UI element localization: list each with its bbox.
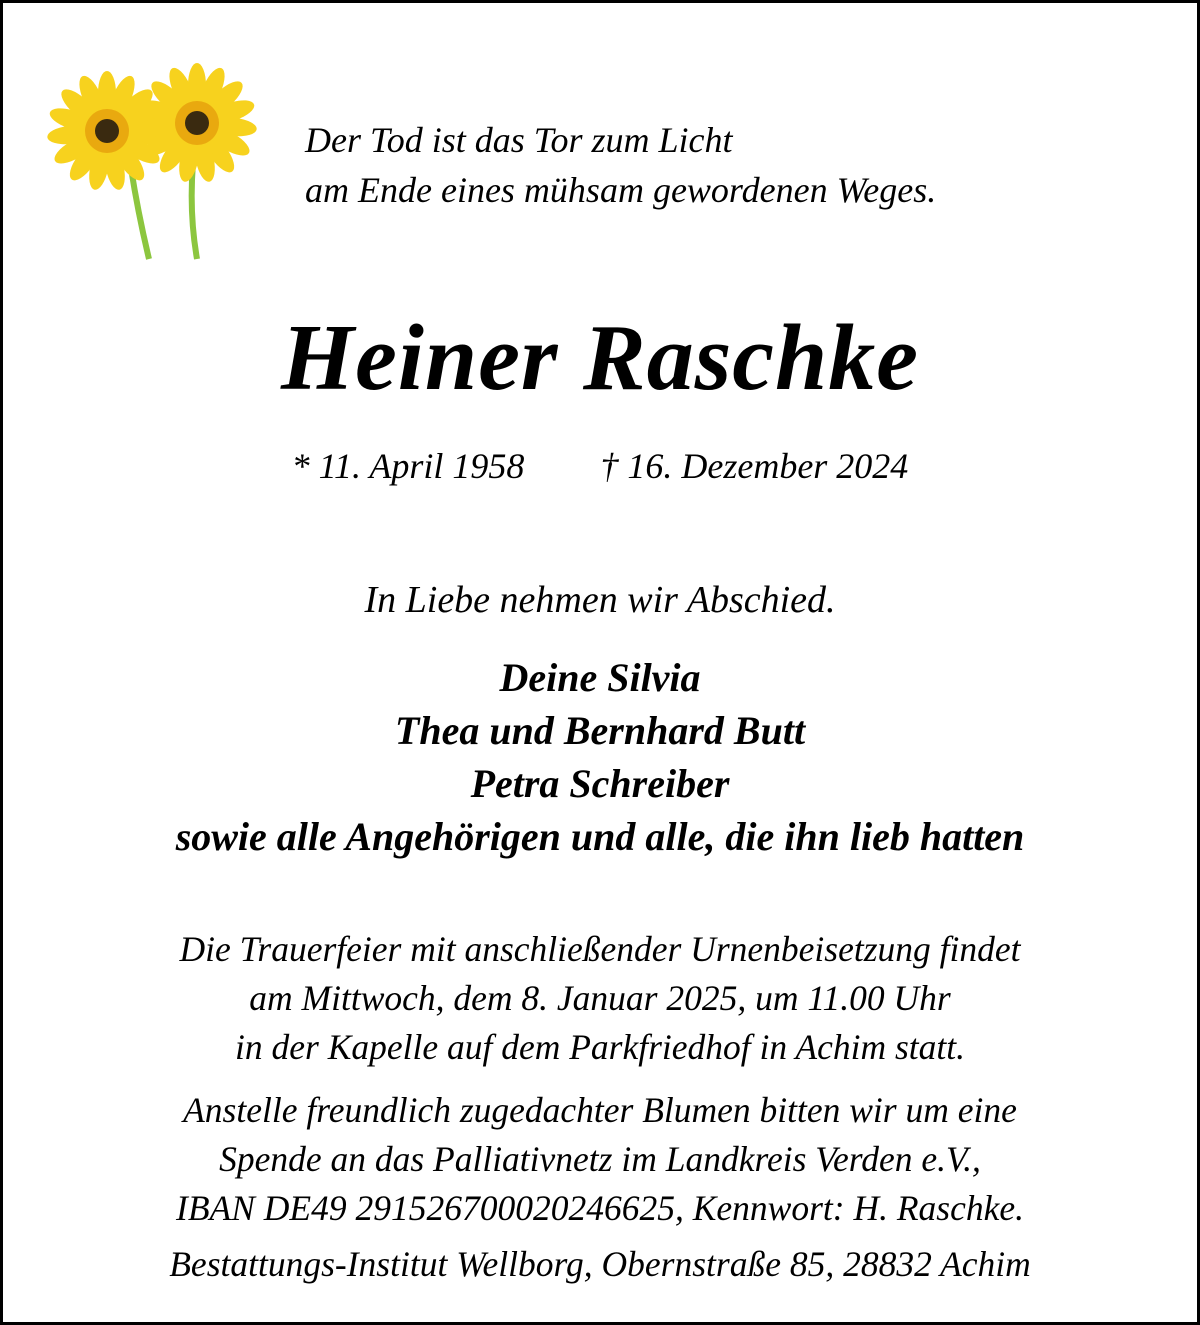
service-line: Die Trauerfeier mit anschließender Urnenbeisetzung findet bbox=[179, 929, 1021, 969]
mourners-list bbox=[3, 651, 1197, 863]
motto-quote bbox=[305, 115, 936, 215]
motto-line-1: Der Tod ist das Tor zum Licht bbox=[305, 120, 733, 160]
mourner-line: Petra Schreiber bbox=[470, 761, 730, 806]
undertaker-address: Bestattungs-Institut Wellborg, Obernstraße 85, 28832 Achim bbox=[169, 1244, 1031, 1284]
donation-line: IBAN DE49 291526700020246625, Kennwort: H. Raschke. bbox=[176, 1188, 1024, 1228]
motto-line-2: am Ende eines mühsam gewordenen Weges. bbox=[305, 170, 937, 210]
right-flower bbox=[136, 63, 257, 184]
mourner-line: Deine Silvia bbox=[499, 655, 701, 700]
mourner-line: Thea und Bernhard Butt bbox=[394, 708, 806, 753]
donation-request bbox=[3, 1086, 1197, 1233]
birth-date: * 11. April 1958 bbox=[291, 446, 525, 486]
mourner-line: sowie alle Angehörigen und alle, die ihn lieb hatten bbox=[175, 814, 1025, 859]
death-date: † 16. Dezember 2024 bbox=[600, 446, 909, 486]
life-dates bbox=[3, 443, 1197, 489]
gerbera-flowers-image bbox=[43, 63, 263, 263]
service-details bbox=[3, 925, 1197, 1072]
service-line: am Mittwoch, dem 8. Januar 2025, um 11.00 Uhr bbox=[249, 978, 951, 1018]
farewell-line: In Liebe nehmen wir Abschied. bbox=[364, 579, 836, 621]
deceased-name: Heiner Raschke bbox=[280, 306, 920, 410]
donation-line: Anstelle freundlich zugedachter Blumen bitten wir um eine bbox=[183, 1090, 1017, 1130]
donation-line: Spende an das Palliativnetz im Landkreis Verden e.V., bbox=[219, 1139, 981, 1179]
service-line: in der Kapelle auf dem Parkfriedhof in Achim statt. bbox=[235, 1027, 965, 1067]
